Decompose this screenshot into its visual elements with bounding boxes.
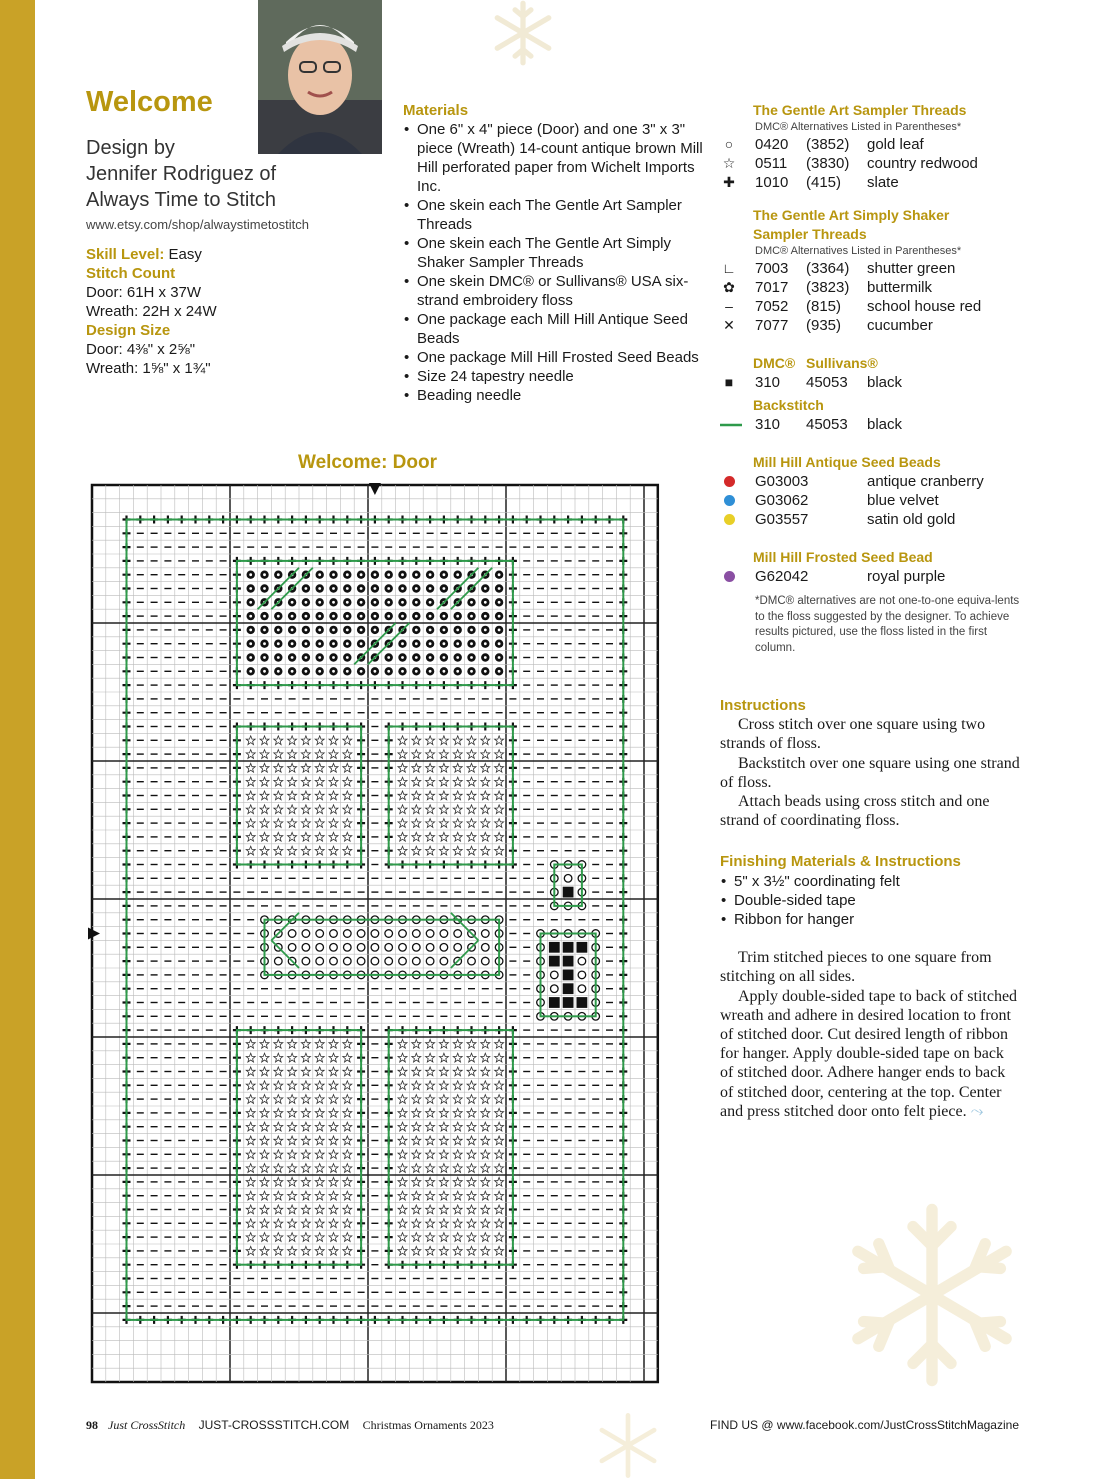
list-item: • 5" x 3½" coordinating felt	[734, 872, 1020, 891]
key-row: ∟ 7003 (3364) shutter green	[720, 259, 1050, 278]
list-item: • One 6" x 4" piece (Door) and one 3" x 3" piece (Wreath) 14-count antique brown Mill Hill perforated paper from Wichelt Imports Inc.	[417, 120, 703, 196]
backstitch-line-icon	[720, 415, 738, 439]
color-key: The Gentle Art Sampler Threads DMC® Alternatives Listed in Parentheses* ○ 0420 (3852) gold leaf ☆ 0511 (3830) country redwood ✚ 1010 (415) slate The Gentle Art Simply Shaker Sampler Threads DMC® Alternatives Listed in Parentheses* ∟ 7003 (3364) shutter green ✿ 7017 (3823) buttermilk – 7052 (815) school house red ✕ 7077 (935) cucumber DMC® Sullivans® ■ 310 45053 black Backstitch 310 45053 black Mill Hill Antique Seed Beads G03003 antique cranberry G03062 blue velvet G03557 satin old gold Mill Hill Frosted Seed Bead G62042 royal purple *DMC® alternatives are not one-to-one equiva-lents to the floss suggested by the designer. To achieve results pictured, use the floss listed in the first column.	[720, 101, 1050, 656]
key-row: G62042 royal purple	[720, 567, 1050, 586]
instructions-section: Instructions Cross stitch over one square using two strands of floss. Backstitch over one square using one strand of floss. Attach beads using cross stitch and one strand of coordinating floss. Finishing Materials & Instructions • 5" x 3½" coordinating felt • Double-sided tape • Ribbon for hanger Trim stitched pieces to one square from stitching on all sides. Apply double-sided tape to back of stitched wreath and adhere in desired location to front of stitched door. Cut desired length of ribbon for hanger. Apply double-sided tape on back of stitched door. Adhere hanger ends to back of stitched door, centering at the top. Center and press stitched door onto felt piece. ⤳	[720, 696, 1020, 1121]
designer-byline: Design by Jennifer Rodriguez of Always Time to Stitch	[86, 137, 277, 211]
bead-dot-icon	[724, 571, 735, 582]
key-symbol-icon: –	[725, 298, 733, 314]
key-row: G03062 blue velvet	[720, 491, 1050, 510]
design-info: Skill Level: Easy Stitch Count Door: 61H x 37W Wreath: 22H x 24W Design Size Door: 4⅜" x 2⅝" Wreath: 1⅝" x 1¾"	[86, 246, 217, 377]
key-row: ✿ 7017 (3823) buttermilk	[720, 278, 1050, 297]
key-row: ✕ 7077 (935) cucumber	[720, 316, 1050, 335]
key-symbol-icon: ∟	[722, 260, 736, 276]
snowflake-icon	[488, 0, 558, 66]
black-square-icon: ■	[724, 374, 734, 390]
end-mark-icon: ⤳	[970, 1102, 984, 1120]
designer-url[interactable]: www.etsy.com/shop/alwaystimetostitch	[86, 217, 309, 232]
page-title: Welcome	[86, 86, 213, 118]
list-item: • One package each Mill Hill Antique Seed Beads	[417, 310, 703, 348]
key-row: ■ 310 45053 black	[720, 373, 1050, 392]
list-item: • Ribbon for hanger	[734, 910, 1020, 929]
list-item: • One skein each The Gentle Art Simply Shaker Sampler Threads	[417, 234, 703, 272]
key-row: 310 45053 black	[720, 415, 1050, 434]
key-row: – 7052 (815) school house red	[720, 297, 1050, 316]
key-symbol-icon: ☆	[722, 155, 736, 171]
key-row: G03557 satin old gold	[720, 510, 1050, 529]
list-item: • One skein DMC® or Sullivans® USA six-strand embroidery floss	[417, 272, 703, 310]
key-row: ○ 0420 (3852) gold leaf	[720, 135, 1050, 154]
designer-photo	[258, 0, 382, 154]
key-symbol-icon: ✕	[723, 317, 735, 333]
key-row: G03003 antique cranberry	[720, 472, 1050, 491]
key-symbol-icon: ○	[724, 136, 734, 152]
bead-dot-icon	[724, 476, 735, 487]
key-row: ☆ 0511 (3830) country redwood	[720, 154, 1050, 173]
footer-left: 98 Just CrossStitch JUST-CROSSSTITCH.COM Christmas Ornaments 2023	[86, 1418, 494, 1432]
materials-heading: Materials	[403, 102, 469, 119]
snowflake-icon	[832, 1200, 1032, 1390]
key-row: ✚ 1010 (415) slate	[720, 173, 1050, 192]
key-symbol-icon: ✿	[723, 279, 735, 295]
key-symbol-icon: ✚	[723, 174, 735, 190]
bead-dot-icon	[724, 495, 735, 506]
materials-section	[403, 101, 703, 405]
bead-dot-icon	[724, 514, 735, 525]
dmc-note: *DMC® alternatives are not one-to-one equiva-lents to the floss suggested by the designer. To achieve results pictured, use the floss listed in the first column.	[755, 595, 1020, 654]
list-item: • Double-sided tape	[734, 891, 1020, 910]
list-item: • One package Mill Hill Frosted Seed Beads	[417, 348, 703, 367]
chart-title: Welcome: Door	[298, 452, 438, 473]
list-item: • One skein each The Gentle Art Sampler Threads	[417, 196, 703, 234]
list-item: • Beading needle	[417, 386, 703, 405]
snowflake-icon	[578, 1412, 678, 1479]
cross-stitch-chart	[88, 481, 664, 1389]
gold-side-bar	[0, 0, 35, 1479]
list-item: • Size 24 tapestry needle	[417, 367, 703, 386]
footer-right[interactable]: FIND US @ www.facebook.com/JustCrossStitchMagazine	[710, 1418, 1019, 1432]
